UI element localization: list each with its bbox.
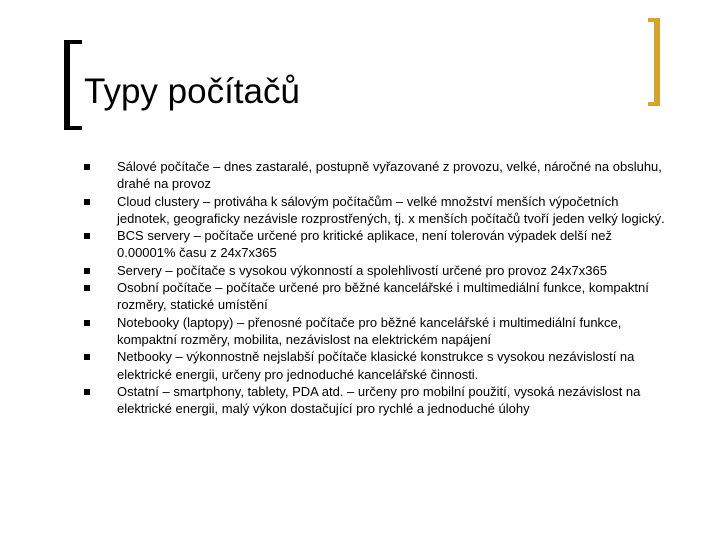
right-bracket-top-decoration: [648, 18, 660, 22]
slide-title: Typy počítačů: [84, 72, 300, 111]
bullet-text: Ostatní – smartphony, tablety, PDA atd. – určeny pro mobilní použití, vysoká nezávislost na elektrické energii, malý výkon dostačující pro rychlé a jednoduché úlohy: [117, 383, 641, 417]
bullet-text: Netbooky – výkonnostně nejslabší počítače klasické konstrukce s vysokou nezávislostí na elektrické energii, určeny pro jednoduché kancelářské činnosti.: [117, 349, 635, 382]
left-bracket-decoration: [64, 40, 70, 130]
right-bracket-decoration: [654, 18, 660, 106]
bullet-item: [0, 279, 670, 314]
bullet-item: [0, 348, 670, 383]
square-bullet-icon: [84, 285, 90, 291]
square-bullet-icon: [84, 233, 90, 239]
square-bullet-icon: [84, 164, 90, 170]
bullet-item: [0, 158, 670, 193]
bullet-item: [0, 227, 670, 262]
bullet-list: [0, 158, 720, 417]
bullet-text: Sálové počítače – dnes zastaralé, postupně vyřazované z provozu, velké, náročné na obsluhu, drahé na provoz: [117, 159, 662, 192]
bullet-text: BCS servery – počítače určené pro kritické aplikace, není tolerován výpadek delší než 0.00001% času z 24x7x365: [117, 228, 612, 261]
bullet-text: Osobní počítače – počítače určené pro běžné kancelářské i multimediální funkce, kompaktní rozměry, statické umístění: [117, 280, 649, 313]
bullet-item: [0, 314, 670, 349]
bullet-item: [0, 262, 670, 279]
right-bracket-bottom-decoration: [648, 102, 660, 106]
square-bullet-icon: [84, 320, 90, 326]
square-bullet-icon: [84, 268, 90, 274]
left-bracket-bottom-decoration: [64, 126, 82, 130]
square-bullet-icon: [84, 389, 90, 395]
bullet-text: Servery – počítače s vysokou výkonností a spolehlivostí určené pro provoz 24x7x365: [117, 262, 607, 278]
bullet-item: [0, 193, 670, 228]
square-bullet-icon: [84, 199, 90, 205]
bullet-text: Cloud clustery – protiváha k sálovým počítačům – velké množství menších výpočetních jednotek, geograficky nezávisle rozprostřených, tj. x menších počítačů tvoří jeden velký logický.: [117, 193, 665, 226]
left-bracket-top-decoration: [64, 40, 82, 44]
square-bullet-icon: [84, 354, 90, 360]
bullet-item: [0, 383, 670, 418]
bullet-text: Notebooky (laptopy) – přenosné počítače pro běžné kancelářské i multimediální funkce, kompaktní rozměry, mobilita, nezávislost na elektrickém napájení: [117, 314, 622, 347]
